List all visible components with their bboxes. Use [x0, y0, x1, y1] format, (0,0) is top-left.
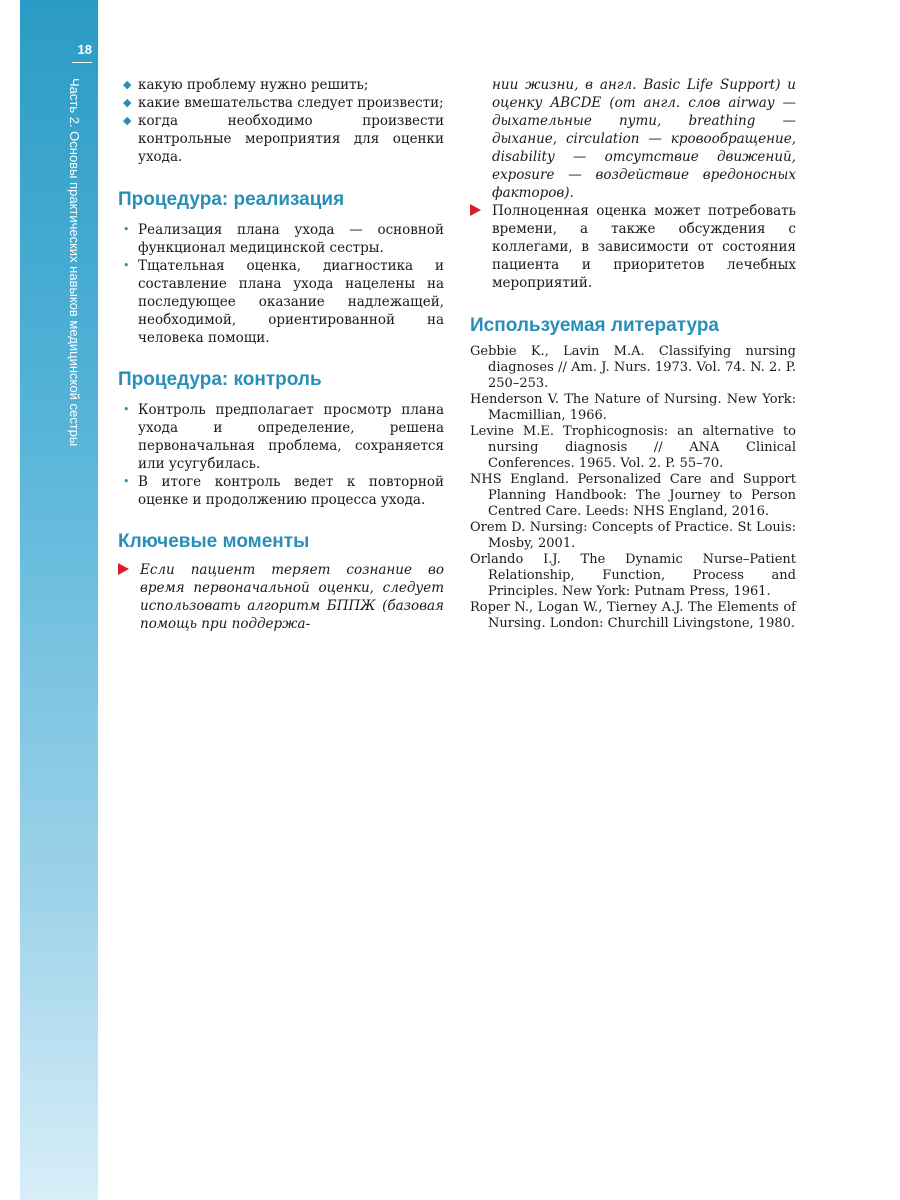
control-heading: Процедура: контроль [118, 369, 322, 390]
triangle-marker-icon [470, 204, 481, 216]
intro-bullet-list [118, 76, 444, 166]
reference-item: Henderson V. The Nature of Nursing. New York: Macmillian, 1966. [470, 392, 796, 423]
list-item: • В итоге контроль ведет к повторной оценке и продолжению процесса ухода. [123, 474, 444, 508]
control-bullet-list [118, 401, 444, 509]
right-column [470, 76, 796, 632]
bullet-icon: • [123, 223, 130, 236]
page-number-rule [72, 62, 92, 63]
chapter-sidebar [20, 0, 98, 1200]
reference-item: NHS England. Personalized Care and Support Planning Handbook: The Journey to Person Centred Care. Leeds: NHS England, 2016. [470, 472, 796, 519]
list-item: • Реализация плана ухода — основной функционал медицинской сестры. [123, 222, 444, 256]
bullet-icon: ◆ [123, 96, 132, 109]
literature-heading: Используемая литература [470, 315, 719, 336]
implementation-bullet-list [118, 221, 444, 347]
key-point-item: Полноценная оценка может потребовать времени, а также обсуждения с коллегами, в зависимости от состояния пациента и приоритетов лечебных мероприятий. [470, 202, 796, 292]
key-point-item: Если пациент теряет сознание во время первоначальной оценки, следует использовать алгоритм БППЖ (базовая помощь при поддержа- [118, 561, 444, 633]
reference-item: Orlando I.J. The Dynamic Nurse–Patient Relationship, Function, Process and Principles. New York: Putnam Press, 1961. [470, 552, 796, 599]
page-number: 18 [77, 42, 92, 57]
implementation-heading: Процедура: реализация [118, 189, 345, 210]
bullet-icon: • [123, 259, 130, 272]
list-item: ◆ когда необходимо произвести контрольные мероприятия для оценки ухода. [123, 113, 444, 165]
reference-item: Orem D. Nursing: Concepts of Practice. St Louis: Mosby, 2001. [470, 520, 796, 551]
reference-list [470, 344, 796, 632]
list-item: ◆ какую проблему нужно решить; [123, 77, 369, 93]
key-points-heading: Ключевые моменты [118, 531, 310, 552]
list-item: • Контроль предполагает просмотр плана ухода и определение, решена первоначальная проблема, сохраняется или усугубилась. [123, 402, 444, 472]
triangle-marker-icon [118, 563, 129, 575]
reference-item: Gebbie K., Lavin M.A. Classifying nursing diagnoses // Am. J. Nurs. 1973. Vol. 74. N. 2. P. 250–253. [470, 344, 796, 391]
list-item: ◆ какие вмешательства следует произвести; [123, 95, 444, 111]
bullet-icon: • [123, 475, 130, 488]
left-column [118, 76, 444, 633]
bullet-icon: ◆ [123, 114, 132, 127]
reference-item: Roper N., Logan W., Tierney A.J. The Elements of Nursing. London: Churchill Livingstone, 1980. [470, 600, 796, 631]
running-title: Часть 2. Основы практических навыков медицинской сестры [67, 78, 82, 447]
list-item: • Тщательная оценка, диагностика и составление плана ухода нацелены на последующее оказание надлежащей, необходимой, ориентированной на человека помощи. [123, 258, 444, 346]
key-point-continuation-text: нии жизни, в англ. Basic Life Support) и оценку ABCDE (от англ. слов airway — дыхательные пути, breathing — дыхание, circulation — кровообращение, disability — отсутствие движений, exposure — воздействие вредоносных факторов). [492, 77, 796, 201]
bullet-icon: ◆ [123, 78, 132, 91]
bullet-icon: • [123, 403, 130, 416]
reference-item: Levine M.E. Trophicognosis: an alternative to nursing diagnosis // ANA Clinical Conferences. 1965. Vol. 2. P. 55–70. [470, 424, 796, 471]
